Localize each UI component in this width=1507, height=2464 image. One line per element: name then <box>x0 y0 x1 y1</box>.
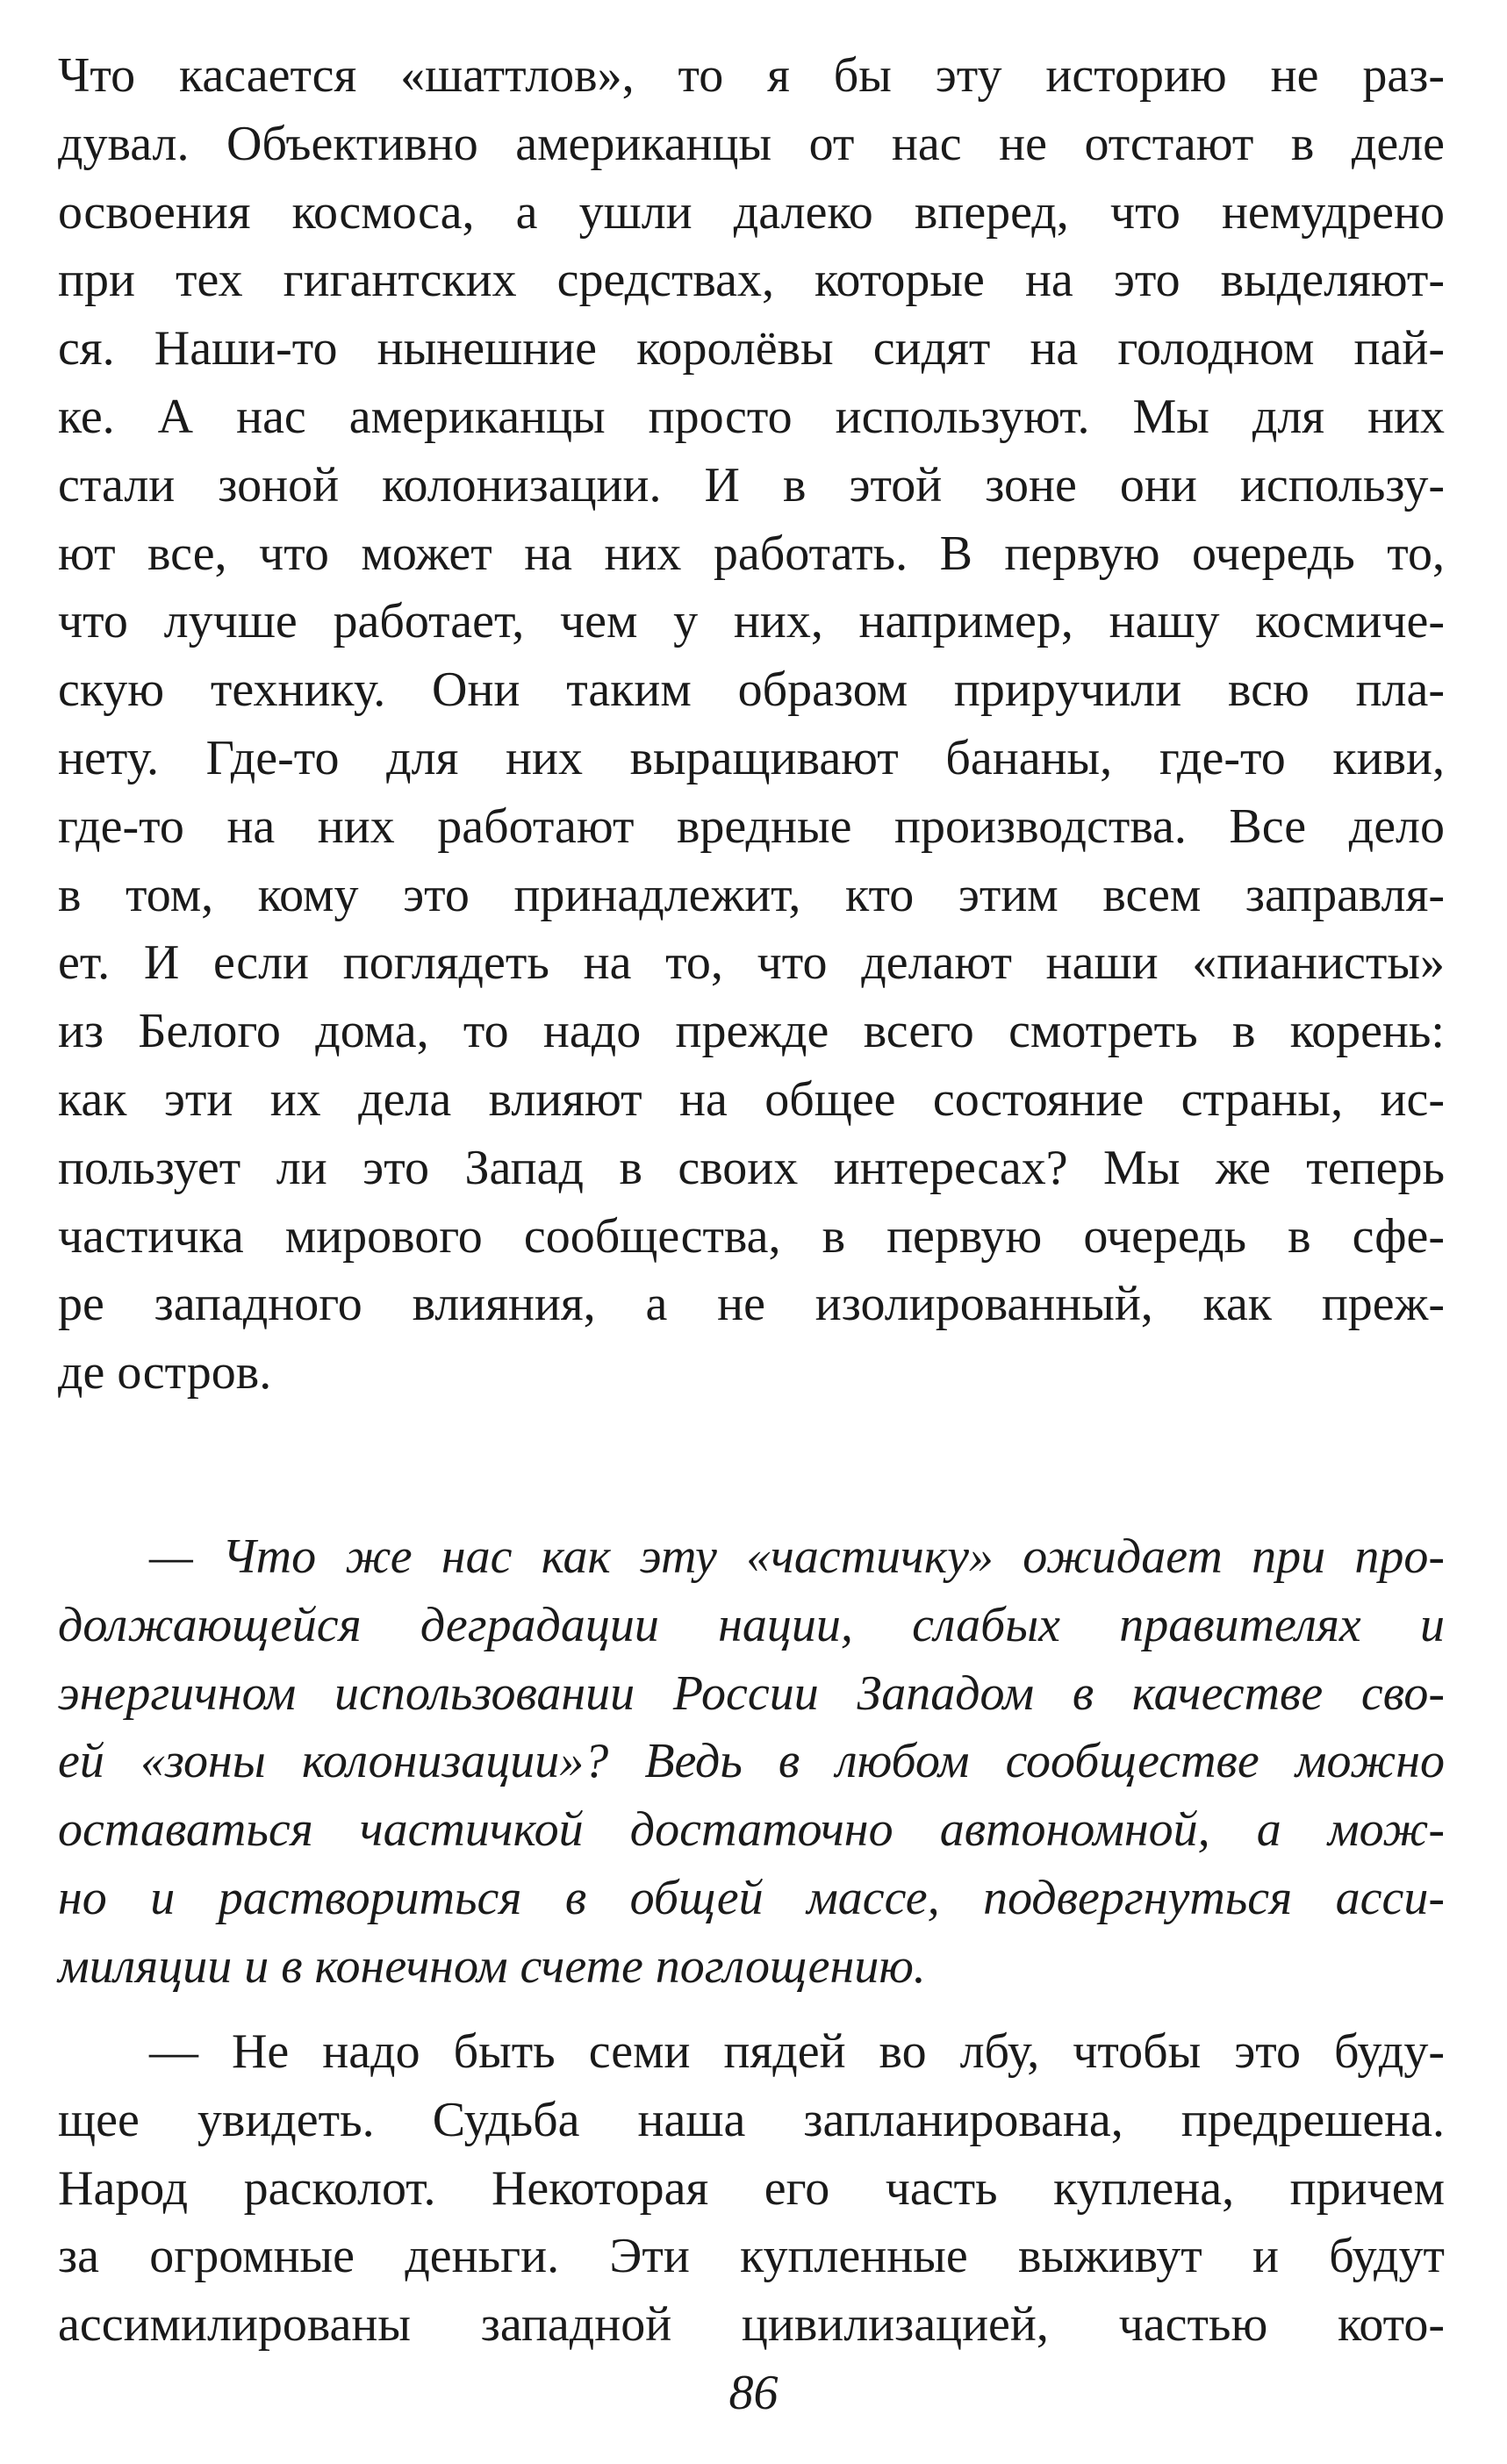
text-line: ют все, что может на них работать. В первую очередь то, <box>58 526 1445 581</box>
text-line: при тех гигантских средствах, которые на это выделяют- <box>58 253 1445 308</box>
text-line: де остров. <box>58 1345 272 1400</box>
text-line: Что касается «шаттлов», то я бы эту историю не раз- <box>58 48 1445 103</box>
text-line: скую технику. Они таким образом приручили всю пла- <box>58 663 1445 718</box>
text-line: пользует ли это Запад в своих интересах? Мы же теперь <box>58 1140 1445 1195</box>
text-line: Народ расколот. Некоторая его часть куплена, причем <box>58 2160 1445 2216</box>
page-number: 86 <box>728 2366 779 2420</box>
text-line: за огромные деньги. Эти купленные выживут и будут <box>58 2229 1445 2284</box>
text-line: как эти их дела влияют на общее состояние страны, ис- <box>58 1071 1445 1127</box>
text-line: ре западного влияния, а не изолированный, как преж- <box>58 1277 1445 1332</box>
text-line: но и раствориться в общей массе, подвергнуться асси- <box>58 1870 1445 1925</box>
text-line: освоения космоса, а ушли далеко вперед, что немудрено <box>58 184 1445 240</box>
text-line: должающейся деградации нации, слабых правителях и <box>58 1597 1445 1652</box>
paragraph-2-question <box>58 1523 1445 2002</box>
text-line: где-то на них работают вредные производства. Все дело <box>58 799 1445 854</box>
paragraph-1 <box>58 42 1445 1407</box>
text-line: ет. И если поглядеть на то, что делают наши «пианисты» <box>58 935 1445 991</box>
text-line: оставаться частичкой достаточно автономной, а мож- <box>58 1802 1445 1858</box>
text-line: миляции и в конечном счете поглощению. <box>58 1938 926 1994</box>
text-line: нету. Где-то для них выращивают бананы, где-то киви, <box>58 730 1445 785</box>
text-line: щее увидеть. Судьба наша запланирована, предрешена. <box>58 2092 1445 2147</box>
paragraph-3-answer <box>58 2018 1445 2360</box>
text-line: из Белого дома, то надо прежде всего смотреть в корень: <box>58 1004 1445 1059</box>
text-line: — Не надо быть семи пядей во лбу, чтобы это буду- <box>149 2024 1445 2079</box>
text-line: в том, кому это принадлежит, кто этим всем заправля- <box>58 867 1445 922</box>
text-line: частичка мирового сообщества, в первую очередь в сфе- <box>58 1208 1445 1264</box>
text-line: ся. Наши-то нынешние королёвы сидят на голодном пай- <box>58 321 1445 376</box>
text-line: стали зоной колонизации. И в этой зоне они использу- <box>58 457 1445 512</box>
text-line: ей «зоны колонизации»? Ведь в любом сообществе можно <box>58 1734 1445 1789</box>
text-line: дувал. Объективно американцы от нас не отстают в деле <box>58 116 1445 171</box>
text-line: ке. А нас американцы просто используют. Мы для них <box>58 389 1445 444</box>
book-page <box>58 42 1445 2411</box>
text-line: что лучше работает, чем у них, например, нашу космиче- <box>58 594 1445 649</box>
text-line: ассимилированы западной цивилизацией, частью кото- <box>58 2297 1445 2353</box>
text-line: энергичном использовании России Западом в качестве сво- <box>58 1665 1445 1721</box>
text-line: — Что же нас как эту «частичку» ожидает при про- <box>149 1529 1445 1584</box>
